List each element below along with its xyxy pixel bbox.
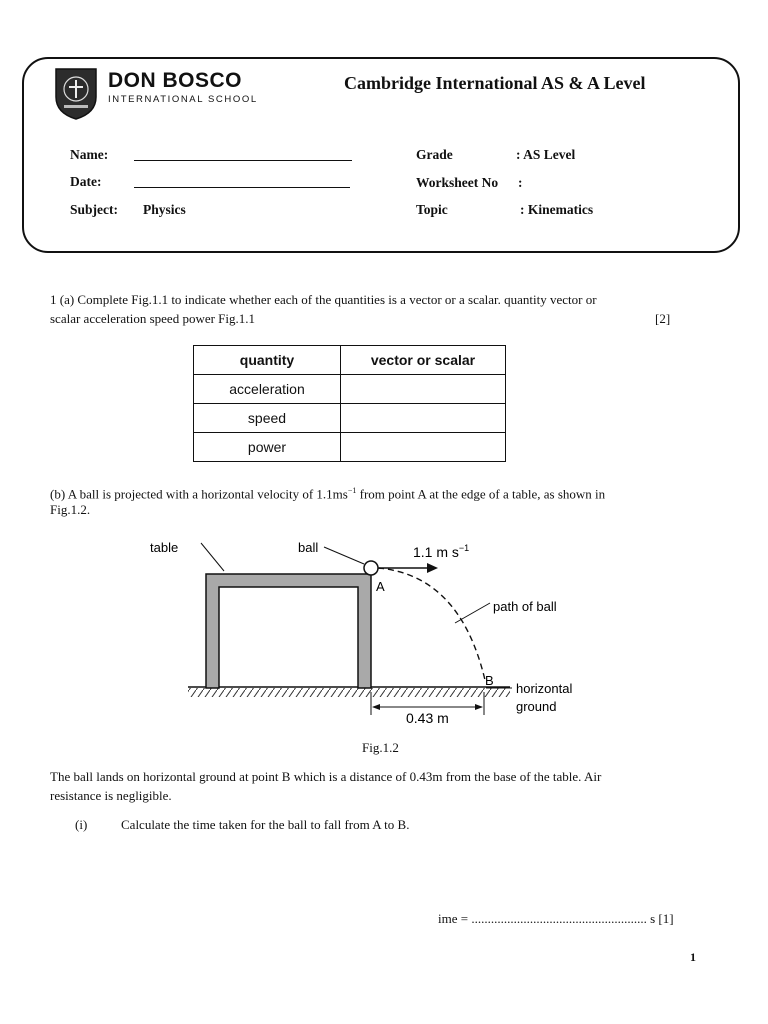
- name-label: Name:: [70, 147, 109, 162]
- subject-value: Physics: [143, 202, 186, 217]
- question-1b-lands-line1: The ball lands on horizontal ground at point B which is a distance of 0.43m from the base of the table. Air: [50, 769, 602, 784]
- table-header-row: [194, 346, 506, 375]
- table-leader-line: [201, 543, 224, 571]
- topic-value: : Kinematics: [520, 202, 594, 217]
- worksheet-label: Worksheet No: [416, 175, 499, 190]
- question-1b-line2: Fig.1.2.: [50, 502, 91, 517]
- table-cell-quantity: speed: [194, 404, 341, 433]
- figure-label-velocity: [413, 543, 469, 560]
- figure-label-distance: 0.43 m: [406, 710, 449, 725]
- table-answer-cell[interactable]: [341, 433, 506, 462]
- grade-label: Grade: [416, 147, 453, 162]
- question-1b-lands-line2: resistance is negligible.: [50, 788, 172, 803]
- sub-question-i-text: Calculate the time taken for the ball to fall from A to B.: [121, 817, 410, 832]
- school-crest-icon: [54, 67, 98, 121]
- figure-label-ground1: horizontal: [516, 681, 573, 696]
- question-1b-text: (b) A ball is projected with a horizontal velocity of 1.1ms: [50, 486, 348, 502]
- table-row: [194, 404, 506, 433]
- figure-label-path: path of ball: [493, 599, 557, 614]
- ground-hatching: [188, 688, 510, 697]
- figure-label-ground2: ground: [516, 699, 557, 714]
- question-1a-line2: scalar acceleration speed power Fig.1.1: [50, 311, 256, 326]
- figure-label-ball: ball: [298, 540, 319, 555]
- distance-arrowhead-right: [475, 704, 483, 710]
- table-row: [194, 375, 506, 404]
- figure-1-2: [140, 530, 600, 725]
- date-field[interactable]: [134, 187, 350, 188]
- page-number: 1: [690, 950, 696, 964]
- table-cell-quantity: acceleration: [194, 375, 341, 404]
- table-row: [194, 433, 506, 462]
- school-name: DON BOSCO: [108, 69, 243, 92]
- ball-leader-line: [324, 547, 364, 564]
- figure-label-b: B: [485, 673, 494, 688]
- table-cell-quantity: power: [194, 433, 341, 462]
- ball-path: [378, 568, 485, 680]
- date-label: Date:: [70, 174, 102, 189]
- figure-label-velocity-value: 1.1 m s: [413, 544, 459, 560]
- table-header-vector-scalar: vector or scalar: [341, 346, 506, 375]
- distance-arrowhead-left: [372, 704, 380, 710]
- name-field[interactable]: [134, 160, 352, 161]
- figure-label-table: table: [150, 540, 179, 555]
- path-leader-line: [455, 603, 490, 623]
- answer-line[interactable]: ime = ...................................................... s [1]: [438, 911, 674, 926]
- question-1b-rest: from point A at the edge of a table, as shown in: [356, 486, 606, 502]
- question-1a-line1: 1 (a) Complete Fig.1.1 to indicate whether each of the quantities is a vector or a scalar. quantity vector or: [50, 292, 597, 307]
- subject-label: Subject:: [70, 202, 118, 217]
- question-1a-marks: [2]: [655, 311, 671, 326]
- worksheet-value: :: [518, 175, 523, 190]
- page-title: Cambridge International AS & A Level: [344, 73, 646, 93]
- figure-label-velocity-sup: −1: [458, 543, 470, 553]
- table-answer-cell[interactable]: [341, 375, 506, 404]
- question-1b-line1: [50, 481, 740, 503]
- sub-question-i-label: (i): [75, 817, 88, 832]
- question-1b-sup: −1: [347, 486, 357, 495]
- topic-label: Topic: [416, 202, 448, 217]
- table-answer-cell[interactable]: [341, 404, 506, 433]
- grade-value: : AS Level: [516, 147, 576, 162]
- figure-label-a: A: [376, 579, 385, 594]
- table-shape: [206, 574, 371, 688]
- velocity-arrowhead: [427, 563, 438, 573]
- figure-caption: Fig.1.2: [362, 740, 399, 755]
- table-header-quantity: quantity: [194, 346, 341, 375]
- ball-icon: [364, 561, 378, 575]
- school-subtitle: INTERNATIONAL SCHOOL: [108, 94, 258, 105]
- school-brand: [108, 70, 258, 105]
- quantity-table: [193, 345, 506, 462]
